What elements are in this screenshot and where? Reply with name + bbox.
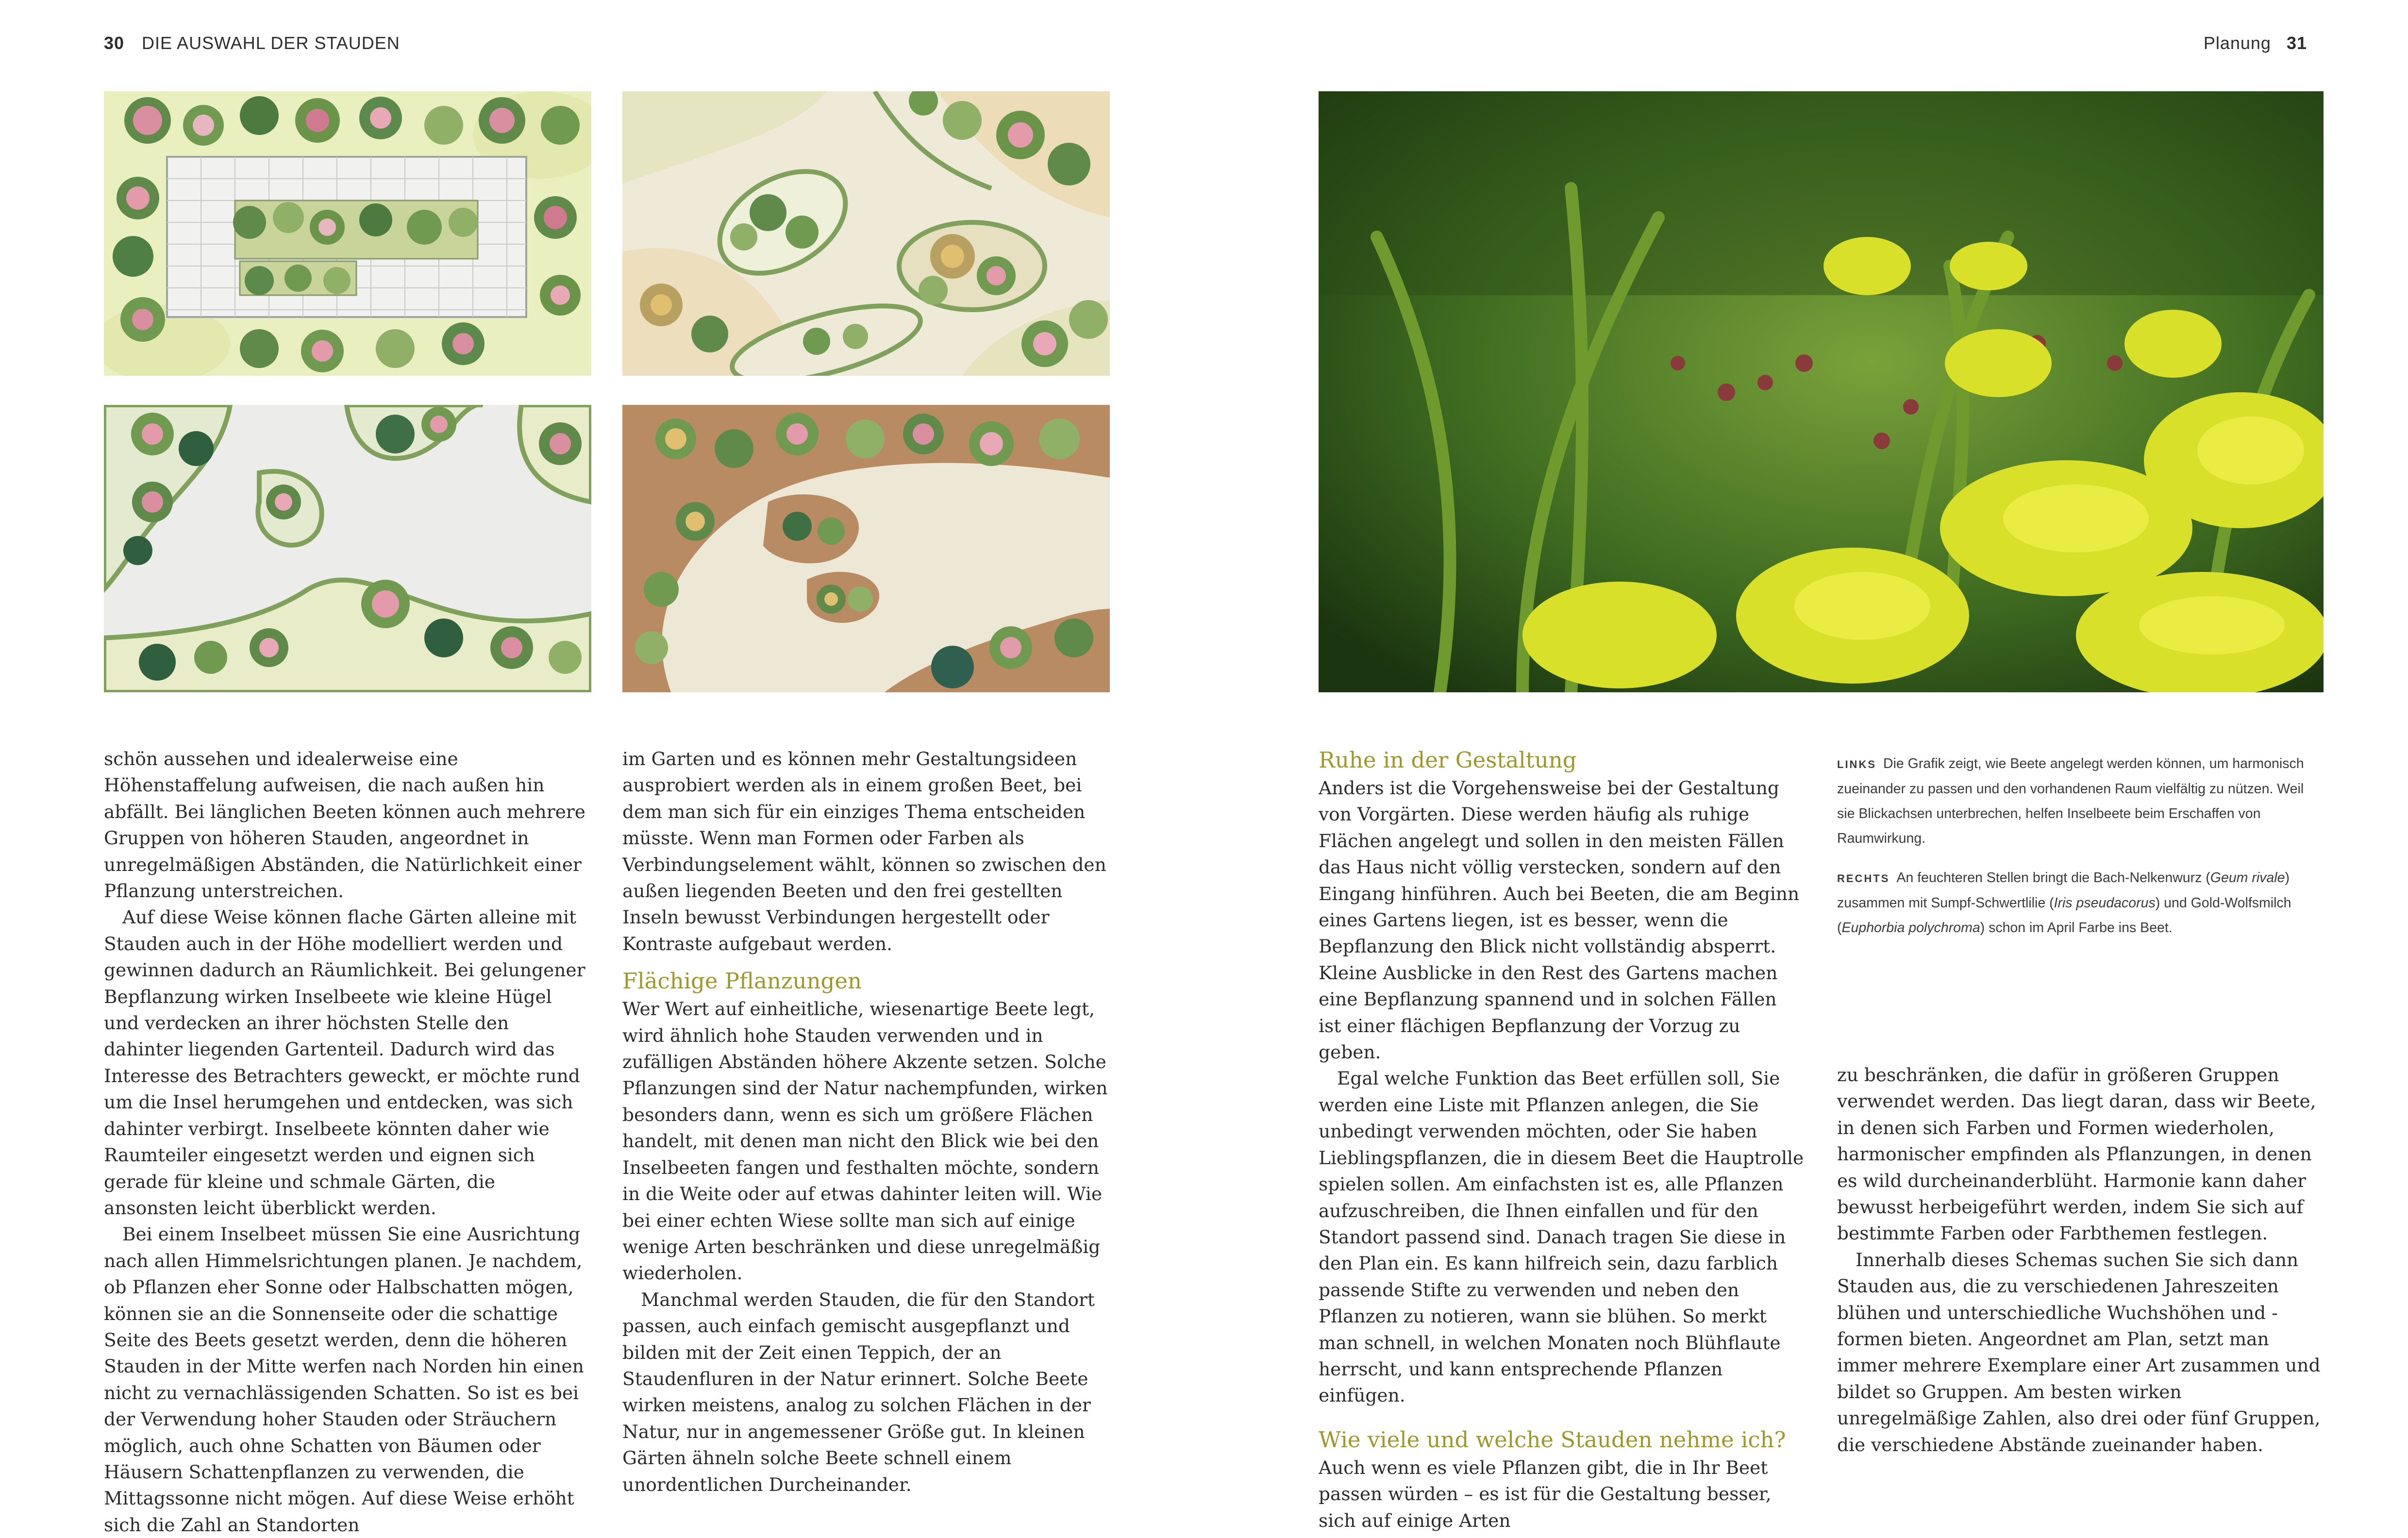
plan-gravel-island-beds (622, 405, 1110, 692)
paragraph: zu beschränken, die dafür in größeren Gruppen verwendet werden. Das liegt daran, dass wir Beete, in denen sich Farben und Formen wiederholen, harmonischer empfinden als Pflanzungen, in denen es wild durcheinanderblüht. Harmonie kann daher bewusst herbeigeführt werden, indem Sie sich auf bestimmte Farben oder Farbthemen festlegen. (1837, 1064, 2316, 1244)
paragraph: Manchmal werden Stauden, die für den Standort passen, auch einfach gemischt ausgepflanzt und bilden mit der Zeit einen Teppich, der an Staudenfluren in der Natur erinnert. Solche Beete wirken meistens, analog zu solchen Flächen in der Natur, nur in angemessener Größe gut. In kleinen Gärten ähneln solche Beete schnell einem unordentlichen Durcheinander. (622, 1288, 1095, 1495)
caption-tag-links: LINKS (1837, 758, 1876, 770)
text-column-3 (1319, 746, 1804, 1534)
image-captions (1837, 752, 2323, 955)
plan-curved-beds (104, 405, 591, 692)
subheading-flaechige-pflanzungen: Flächige Pflanzungen (622, 968, 862, 994)
text-column-4 (1837, 1062, 2323, 1458)
paragraph: Egal welche Funktion das Beet erfüllen soll, Sie werden eine Liste mit Pflanzen anlegen, die Sie unbedingt verwenden möchten, oder Sie haben Lieblingspflanzen, die in diesem Beet die Hauptrolle spielen sollen. Am einfachsten ist es, alle Pflanzen aufzuschreiben, die Ihnen einfallen und für den Standort passend sind. Danach tragen Sie diese in den Plan ein. Es kann hilfreich sein, dazu farblich passende Stifte zu verwenden und neben den Pflanzen zu notieren, wann sie blühen. So merkt man schnell, in welchen Monaten noch Blühflaute herrscht, und kann entsprechende Pflanzen einfügen. (1319, 1068, 1804, 1406)
page-number-right: 31 (2286, 33, 2307, 53)
text-column-2 (622, 746, 1108, 1498)
paragraph: Bei einem Inselbeet müssen Sie eine Ausrichtung nach allen Himmelsrichtungen planen. Je nachdem, ob Pflanzen eher Sonne oder Halbschatten mögen, können sie an die Sonnenseite oder die schattige Seite des Beets gesetzt werden, denn die höheren Stauden in der Mitte werfen nach Norden hin einen nicht zu vernachlässigenden Schatten. So ist es bei der Verwendung hoher Stauden oder Sträuchern möglich, auch ohne Schatten von Bäumen oder Häusern Schattenpflanzen zu verwenden, die Mittagssonne nicht mögen. Auf diese Weise erhöht sich die Zahl an Standorten (104, 1223, 584, 1536)
garden-photo (1319, 91, 2324, 692)
subheading-ruhe-in-der-gestaltung: Ruhe in der Gestaltung (1319, 747, 1577, 773)
caption-rechts: RECHTS An feuchteren Stellen bringt die Bach-Nelkenwurz (Geum rivale) zusammen mit Sumpf-Schwertlilie (Iris pseudacorus) und Gold-Wolfsmilch (Euphorbia polychroma) schon im April Farbe ins Beet. (1837, 870, 2291, 936)
caption-tag-rechts: RECHTS (1837, 872, 1890, 885)
paragraph: im Garten und es können mehr Gestaltungsideen ausprobiert werden als in einem großen Beet, bei dem man sich für ein einziges Thema entscheiden müsste. Wenn man Formen oder Farben als Verbindungselement wählt, können so zwischen den außen liegenden Beeten und den frei gestellten Inseln bewusst Verbindungen hergestellt oder Kontraste aufgebaut werden. (622, 748, 1106, 954)
paragraph: Anders ist die Vorgehensweise bei der Gestaltung von Vorgärten. Diese werden häufig als ruhige Flächen angelegt und sollen in den meisten Fällen das Haus nicht völlig verstecken, sondern auf den Eingang hinführen. Auch bei Beeten, die am Beginn eines Gartens liegen, ist es besser, wenn die Bepflanzung den Blick nicht vollständig absperrt. Kleine Ausblicke in den Rest des Gartens machen eine Bepflanzung spannend und in solchen Fällen ist einer flächigen Bepflanzung der Vorzug zu geben. (1319, 777, 1800, 1063)
running-head-left (104, 33, 400, 53)
plan-rectangular-beds (104, 91, 591, 376)
subheading-wie-viele-stauden: Wie viele und welche Stauden nehme ich? (1319, 1426, 1786, 1453)
chapter-title: DIE AUSWAHL DER STAUDEN (142, 33, 400, 53)
section-title: Planung (2203, 33, 2271, 53)
paragraph: Auch wenn es viele Pflanzen gibt, die in Ihr Beet passen würden – es ist für die Gestaltung besser, sich auf einige Arten (1319, 1456, 1772, 1531)
page-number-left: 30 (104, 33, 125, 53)
paragraph: Wer Wert auf einheitliche, wiesenartige Beete legt, wird ähnlich hohe Stauden verwenden und in zufälligen Abständen höhere Akzente setzen. Solche Pflanzungen sind der Natur nachempfunden, wirken besonders dann, wenn es sich um größere Flächen handelt, mit denen man nicht den Blick wie bei den Inselbeeten fangen und festhalten möchte, sondern in die Weite oder auf etwas dahinter leiten will. Wie bei einer echten Wiese sollte man sich auf einige wenige Arten beschränken und diese unregelmäßig wiederholen. (622, 998, 1108, 1284)
paragraph: Innerhalb dieses Schemas suchen Sie sich dann Stauden aus, die zu verschiedenen Jahreszeiten blühen und unterschiedliche Wuchshöhen und -formen bieten. Angeordnet am Plan, setzt man immer mehrere Exemplare einer Art zusammen und bildet so Gruppen. Am besten wirken unregelmäßige Zahlen, also drei oder fünf Gruppen, die verschiedene Abstände zueinander haben. (1837, 1249, 2321, 1455)
paragraph: Auf diese Weise können flache Gärten alleine mit Stauden auch in der Höhe modelliert werden und gewinnen dadurch an Räumlichkeit. Bei gelungener Bepflanzung wirken Inselbeete wie kleine Hügel und verdecken an ihrer höchsten Stelle den dahinter liegenden Gartenteil. Dadurch wird das Interesse des Betrachters geweckt, er möchte rund um die Insel herumgehen und entdecken, was sich dahinter verbirgt. Inselbeete könnten daher wie Raumteiler eingesetzt werden und eignen sich gerade für kleine und schmale Gärten, die ansonsten leicht überblickt werden. (104, 906, 585, 1219)
paragraph: schön aussehen und idealerweise eine Höhenstaffelung aufweisen, die nach außen hin abfällt. Bei länglichen Beeten können auch mehrere Gruppen von höheren Stauden, angeordnet in unregelmäßigen Abständen, die Natürlichkeit einer Pflanzung unterstreichen. (104, 748, 585, 902)
running-head-right (2204, 33, 2307, 53)
caption-links: LINKS Die Grafik zeigt, wie Beete angelegt werden können, um harmonisch zueinander zu passen und den vorhandenen Raum vielfältig zu nützen. Weil sie Blickachsen unterbrechen, helfen Inselbeete beim Erschaffen von Raumwirkung. (1837, 756, 2304, 846)
plan-oval-island-beds (622, 91, 1110, 376)
text-column-1 (104, 746, 589, 1538)
